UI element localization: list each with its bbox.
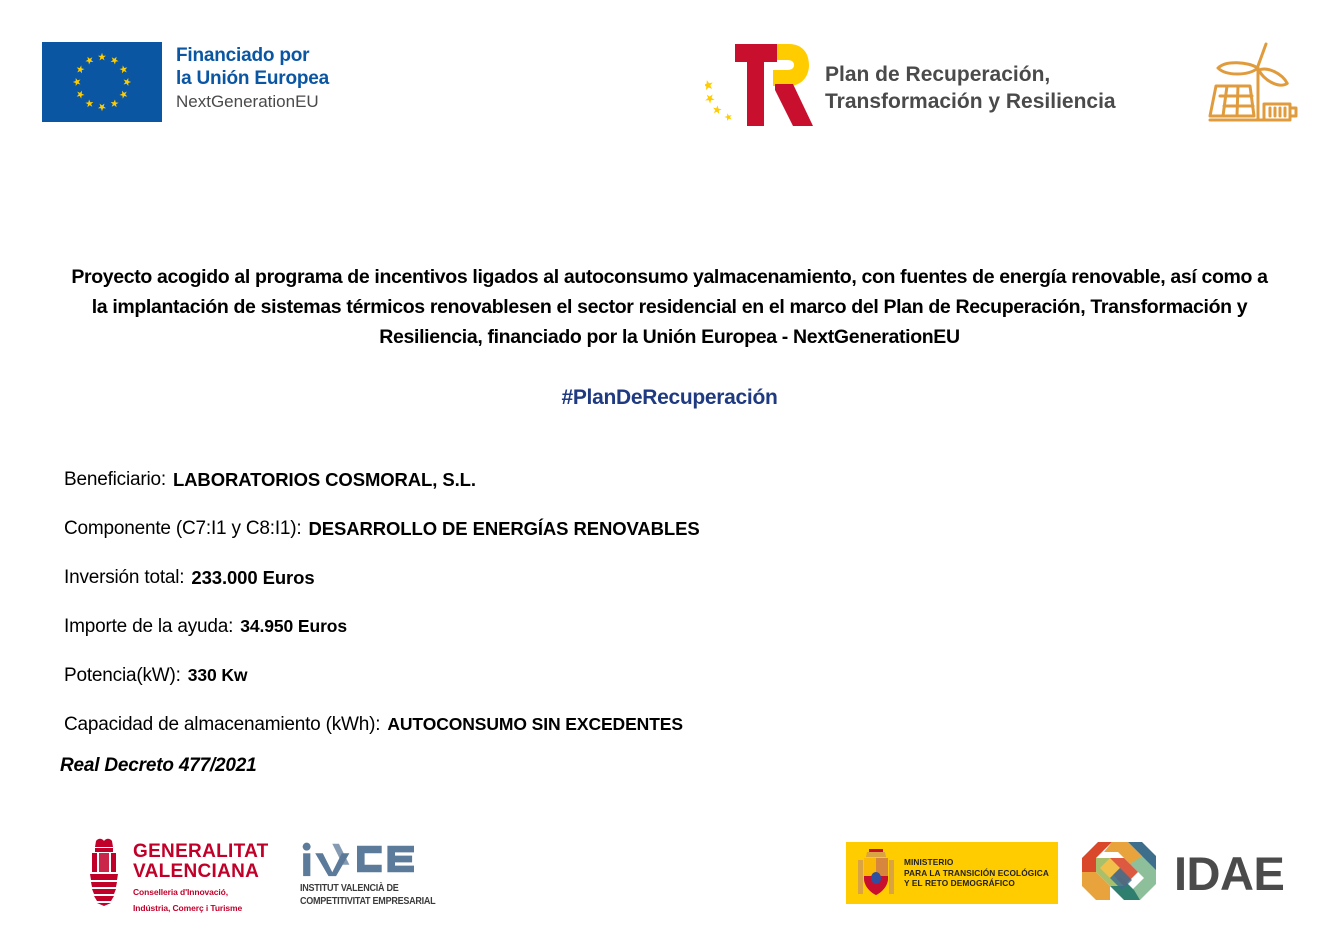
hashtag-plan-de-recuperacion: #PlanDeRecuperación — [561, 386, 778, 409]
prtr-text-line2: Transformación y Resiliencia — [825, 89, 1116, 113]
field-row-beneficiario — [64, 455, 1244, 504]
ivace-subtitle — [300, 882, 435, 907]
field-row-capacidad-almacenamiento — [64, 700, 1244, 749]
valencia-crest-icon — [86, 838, 126, 906]
spain-coat-of-arms-icon — [855, 848, 897, 898]
intro-paragraph: Proyecto acogido al programa de incentivos ligados al autoconsumo yalmacenamiento, con fuentes de energía renovable, así como a la implantación de sistemas térmicos renovablesen el sector residencial en el marco del Plan de Recuperación, Transformación y Resiliencia, financiado por la Unión Europea - NextGenerationEU — [71, 266, 1268, 348]
field-value: 34.950 Euros — [240, 616, 348, 636]
field-value: AUTOCONSUMO SIN EXCEDENTES — [387, 714, 683, 734]
idae-wordmark: IDAE — [1174, 846, 1285, 900]
field-label: Beneficiario: — [64, 468, 166, 490]
ministerio-line2: PARA LA TRANSICIÓN ECOLÓGICA — [904, 867, 1049, 878]
prtr-logo — [705, 40, 1116, 135]
field-label: Componente (C7:I1 y C8:I1): — [64, 517, 302, 539]
field-label: Inversión total: — [64, 566, 185, 588]
ivace-wordmark-icon — [300, 840, 424, 878]
eu-stars-icon — [42, 42, 162, 122]
field-row-potencia — [64, 651, 1244, 700]
field-value: DESARROLLO DE ENERGÍAS RENOVABLES — [308, 517, 700, 539]
gva-subtitle-line2: Indústria, Comerç i Turisme — [133, 903, 243, 913]
gva-title-line2: VALENCIANA — [133, 861, 260, 882]
idae-hexagon-icon — [1076, 838, 1164, 908]
field-value: 330 Kw — [187, 665, 248, 685]
eu-funding-logo — [42, 42, 329, 122]
eu-funding-text — [176, 42, 329, 114]
wind-turbine-solar-battery-icon — [1196, 42, 1306, 137]
generalitat-valenciana-logo — [86, 838, 269, 914]
field-label: Capacidad de almacenamiento (kWh): — [64, 713, 381, 735]
eu-text-line2: la Unión Europea — [176, 68, 330, 89]
field-value: LABORATORIOS COSMORAL, S.L. — [172, 468, 476, 490]
project-details-list — [64, 455, 1244, 749]
ministerio-transicion-ecologica-logo — [846, 842, 1058, 904]
real-decreto-reference: Real Decreto 477/2021 — [60, 755, 257, 776]
field-label: Importe de la ayuda: — [64, 615, 234, 637]
field-row-importe-ayuda — [64, 602, 1244, 651]
ivace-subtitle-line2: COMPETITIVITAT EMPRESARIAL — [300, 894, 436, 907]
eu-text-line1: Financiado por — [176, 45, 310, 66]
ministerio-text — [904, 857, 1049, 889]
field-label: Potencia(kW): — [64, 664, 181, 686]
ivace-subtitle-line1: INSTITUT VALENCIÀ DE — [300, 882, 399, 894]
header-logo-bar — [0, 0, 1339, 160]
ministerio-line1: MINISTERIO — [904, 857, 954, 868]
prtr-text-line1: Plan de Recuperación, — [825, 62, 1051, 86]
eu-text-line3: NextGenerationEU — [176, 92, 319, 111]
field-value: 233.000 Euros — [191, 566, 315, 588]
gva-subtitle-line1: Conselleria d'Innovació, — [133, 887, 229, 897]
gva-title-line1: GENERALITAT — [133, 841, 269, 862]
eu-flag-icon — [42, 42, 162, 122]
field-row-inversion-total — [64, 553, 1244, 602]
field-row-componente — [64, 504, 1244, 553]
ivace-logo — [300, 840, 457, 907]
footer-logo-bar — [0, 820, 1339, 944]
idae-logo — [1076, 838, 1284, 908]
generalitat-valenciana-text — [133, 838, 269, 914]
prtr-mark-icon — [705, 40, 815, 135]
prtr-logo-text — [825, 61, 1116, 115]
ministerio-line3: Y EL RETO DEMOGRÁFICO — [904, 878, 1015, 889]
